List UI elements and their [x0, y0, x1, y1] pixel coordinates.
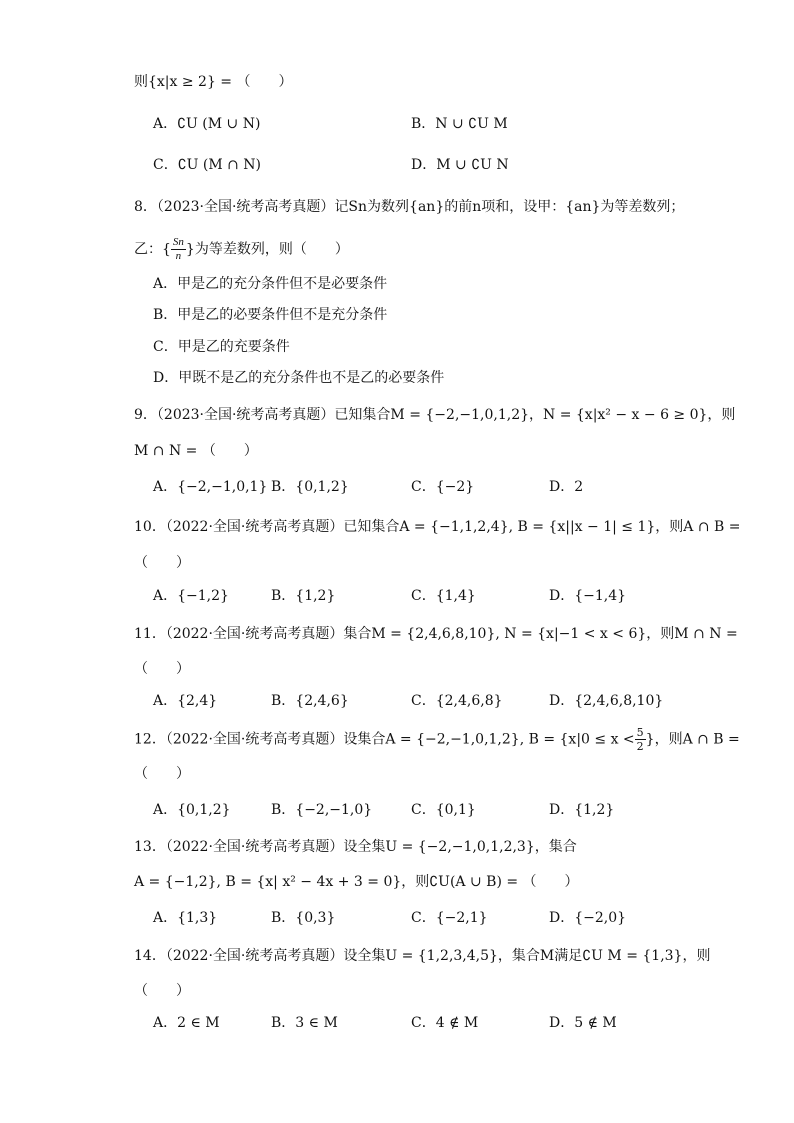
q8-stem-line2-post: }为等差数列，则（ ）: [185, 241, 349, 258]
q14-option-c[interactable]: C．4 ∉ M: [411, 1015, 479, 1031]
q11-option-d[interactable]: D．{2,4,6,8,10}: [549, 693, 664, 709]
q13-option-b[interactable]: B．{0,3}: [271, 910, 336, 926]
q10-stem-line2: （ ）: [134, 555, 190, 571]
q9-option-c[interactable]: C．{−2}: [411, 479, 475, 495]
q8-stem-line2: [134, 236, 349, 263]
q12-fraction: [635, 726, 646, 753]
q8-fraction-numerator: Sn: [172, 236, 184, 248]
q13-option-a[interactable]: A．{1,3}: [153, 910, 218, 926]
q7-stem-tail: 则{x|x ≥ 2} = （ ）: [134, 74, 293, 90]
q12-option-c[interactable]: C．{0,1}: [411, 802, 476, 818]
q14-stem-line2: （ ）: [134, 983, 190, 999]
q12-stem-line1-post: }，则A ∩ B =: [645, 731, 740, 748]
q8-option-a[interactable]: A．甲是乙的充分条件但不是必要条件: [153, 276, 388, 292]
q13-option-c[interactable]: C．{−2,1}: [411, 910, 488, 926]
q11-option-a[interactable]: A．{2,4}: [153, 693, 218, 709]
q10-option-c[interactable]: C．{1,4}: [411, 588, 476, 604]
q10-option-d[interactable]: D．{−1,4}: [549, 588, 627, 604]
q12-stem-line1-pre: 12．（2022·全国·统考高考真题）设集合A = {−2,−1,0,1,2}, B = {x|0 ≤ x <: [134, 731, 635, 748]
q9-option-a[interactable]: A．{−2,−1,0,1}: [153, 479, 268, 495]
q13-option-d[interactable]: D．{−2,0}: [549, 910, 627, 926]
q7-option-b[interactable]: B．N ∪ ∁U M: [411, 116, 508, 132]
q12-option-b[interactable]: B．{−2,−1,0}: [271, 802, 373, 818]
q12-option-a[interactable]: A．{0,1,2}: [153, 802, 231, 818]
q8-stem-line1: 8．（2023·全国·统考高考真题）记Sn为数列{an}的前n项和，设甲：{an}为等差数列；: [134, 199, 685, 215]
q8-option-b[interactable]: B．甲是乙的必要条件但不是充分条件: [153, 307, 388, 323]
q7-option-a[interactable]: A．∁U (M ∪ N): [153, 116, 261, 132]
q11-stem-line1: 11．（2022·全国·统考高考真题）集合M = {2,4,6,8,10}, N = {x|−1 < x < 6}，则M ∩ N =: [134, 626, 738, 642]
q12-stem-line1: [134, 726, 740, 753]
q9-option-b[interactable]: B．{0,1,2}: [271, 479, 349, 495]
q7-option-d[interactable]: D．M ∪ ∁U N: [411, 157, 509, 173]
q12-fraction-numerator: 5: [636, 726, 644, 739]
q12-option-d[interactable]: D．{1,2}: [549, 802, 615, 818]
q13-stem-line1: 13．（2022·全国·统考高考真题）设全集U = {−2,−1,0,1,2,3}，集合: [134, 839, 577, 855]
q11-option-c[interactable]: C．{2,4,6,8}: [411, 693, 503, 709]
q9-option-d[interactable]: D．2: [549, 479, 584, 495]
q13-stem-line2: A = {−1,2}, B = {x| x² − 4x + 3 = 0}，则∁U(A ∪ B) = （ ）: [134, 874, 579, 890]
q10-option-b[interactable]: B．{1,2}: [271, 588, 336, 604]
q12-stem-line2: （ ）: [134, 766, 190, 782]
q8-stem-line2-pre: 乙：{: [134, 241, 171, 258]
q9-stem-line2: M ∩ N = （ ）: [134, 443, 258, 459]
q7-option-c[interactable]: C．∁U (M ∩ N): [153, 157, 262, 173]
q14-option-a[interactable]: A．2 ∈ M: [153, 1015, 220, 1031]
q11-stem-line2: （ ）: [134, 661, 190, 677]
q10-stem-line1: 10．（2022·全国·统考高考真题）已知集合A = {−1,1,2,4}, B = {x||x − 1| ≤ 1}，则A ∩ B =: [134, 519, 741, 535]
q14-option-d[interactable]: D．5 ∉ M: [549, 1015, 617, 1031]
q14-stem-line1: 14．（2022·全国·统考高考真题）设全集U = {1,2,3,4,5}，集合M满足∁U M = {1,3}，则: [134, 948, 711, 964]
q8-option-d[interactable]: D．甲既不是乙的充分条件也不是乙的必要条件: [153, 370, 445, 386]
q9-stem-line1: 9．（2023·全国·统考高考真题）已知集合M = {−2,−1,0,1,2}，N = {x|x² − x − 6 ≥ 0}，则: [134, 407, 736, 423]
q10-option-a[interactable]: A．{−1,2}: [153, 588, 229, 604]
q12-fraction-denominator: 2: [636, 740, 644, 753]
q14-option-b[interactable]: B．3 ∈ M: [271, 1015, 338, 1031]
q8-fraction-denominator: n: [175, 250, 182, 262]
q11-option-b[interactable]: B．{2,4,6}: [271, 693, 349, 709]
q8-option-c[interactable]: C．甲是乙的充要条件: [153, 339, 290, 355]
q8-fraction: [171, 236, 186, 263]
